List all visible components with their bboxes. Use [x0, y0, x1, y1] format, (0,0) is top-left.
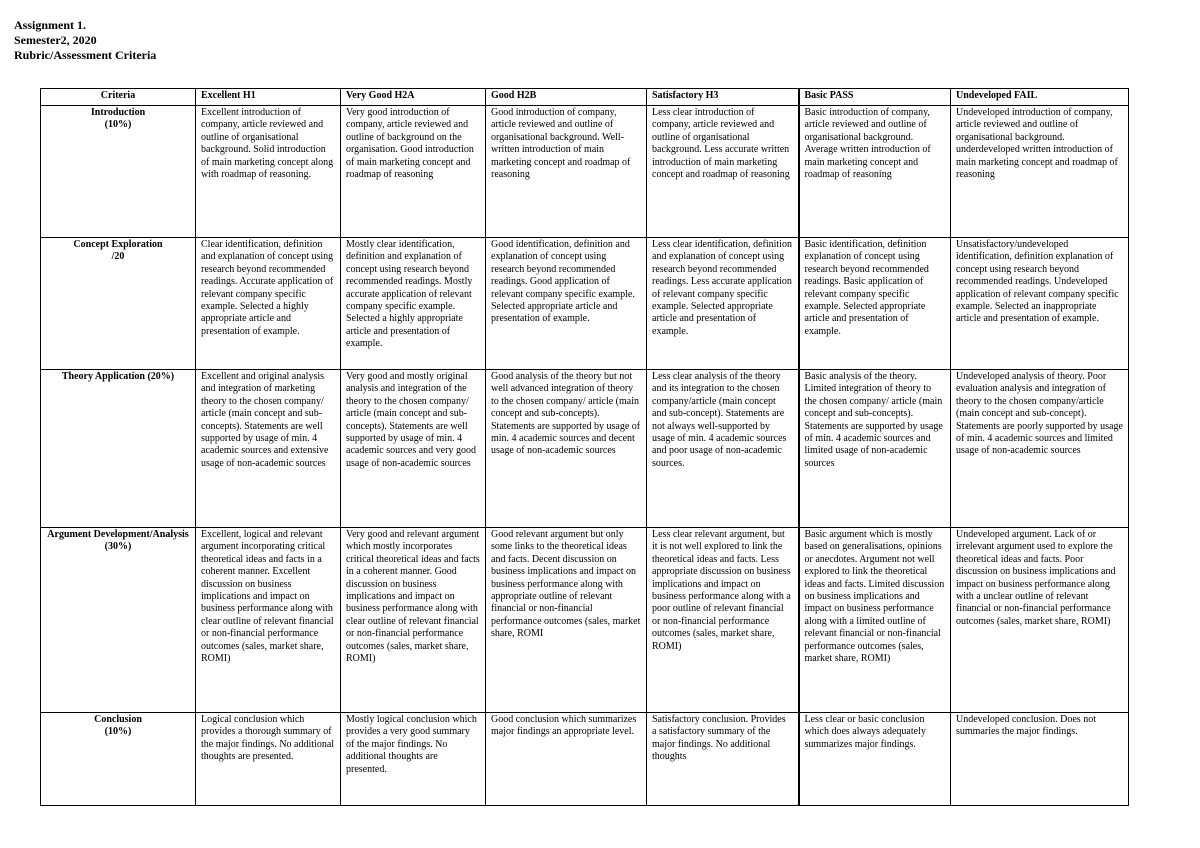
column-header-excellent: Excellent H1 [196, 89, 341, 106]
criterion-label: Conclusion [94, 714, 142, 725]
column-header-basic-pass: Basic PASS [799, 89, 951, 106]
criterion-cell [41, 106, 196, 238]
rubric-cell: Very good and relevant argument which mostly incorporates critical theoretical ideas and facts in a coherent manner. Good discussion on business implications and impact on business performance along with clear outline of relevant financial or non-financial performance outcomes (sales, market share, ROMI) [341, 528, 486, 713]
table-row [41, 106, 1129, 238]
rubric-table [40, 88, 1129, 806]
rubric-cell: Clear identification, definition and explanation of concept using research beyond recommended readings. Accurate application of relevant company specific example. Selected a highly appropriate article and presentation of example. [196, 238, 341, 370]
criterion-cell [41, 238, 196, 370]
criterion-label: Introduction [90, 107, 146, 118]
rubric-cell: Undeveloped introduction of company, article reviewed and outline of organisational background. underdeveloped written introduction of main marketing concept and roadmap of reasoning [951, 106, 1129, 238]
column-header-undeveloped-fail: Undeveloped FAIL [951, 89, 1129, 106]
rubric-cell: Good introduction of company, article reviewed and outline of organisational background. Well-written introduction of main marketing concept and roadmap of reasoning [486, 106, 647, 238]
rubric-cell: Less clear introduction of company, article reviewed and outline of organisational background. Less accurate written introduction of main marketing concept and roadmap of reasoning [647, 106, 799, 238]
assignment-title: Assignment 1. [14, 18, 87, 32]
rubric-cell: Less clear analysis of the theory and its integration to the chosen company/article (main concept and sub-concept). Statements are not always well-supported by usage of min. 4 academic sources and poor usage of non-academic sources. [647, 370, 799, 528]
rubric-cell: Very good and mostly original analysis and integration of the theory to the chosen company/ article (main concept and sub-concepts). Statements are well supported by usage of min. 4 academic sources and very good usage of non-academic sources [341, 370, 486, 528]
rubric-cell: Undeveloped analysis of theory. Poor evaluation analysis and integration of theory to the chosen company/article (main concept and sub-concept). Statements are poorly supported by usage of min. 4 academic sources and limited usage of non-academic sources [951, 370, 1129, 528]
criterion-label: Concept Exploration [73, 239, 163, 250]
rubric-cell: Excellent, logical and relevant argument incorporating critical theoretical ideas and facts in a coherent manner. Excellent discussion on business implications and impact on business performance along with clear outline of relevant financial or non-financial performance outcomes (sales, market share, ROMI) [196, 528, 341, 713]
criterion-cell [41, 713, 196, 806]
rubric-cell: Less clear relevant argument, but it is not well explored to link the theoretical ideas and facts. Less appropriate discussion on business implications and impact on business performance along with a poor outline of relevant financial or non-financial performance outcomes (sales, market share, ROMI) [647, 528, 799, 713]
rubric-cell: Logical conclusion which provides a thorough summary of the major findings. No additional thoughts are presented. [196, 713, 341, 806]
rubric-cell: Basic introduction of company, article reviewed and outline of organisational background. Average written introduction of main marketing concept and roadmap of reasoning [799, 106, 951, 238]
document-header [14, 18, 156, 63]
rubric-cell: Good conclusion which summarizes major findings an appropriate level. [486, 713, 647, 806]
rubric-cell: Mostly logical conclusion which provides a very good summary of the major findings. No additional thoughts are presented. [341, 713, 486, 806]
column-header-criteria: Criteria [41, 89, 196, 106]
table-row [41, 370, 1129, 528]
rubric-cell: Basic argument which is mostly based on generalisations, opinions or anecdotes. Argument not well explored to link the theoretical ideas and facts. Limited discussion on business implications and impact on business performance along with a limited outline of relevant financial or non-financial performance outcomes (sales, market share, ROMI) [799, 528, 951, 713]
rubric-cell: Basic identification, definition explanation of concept using research beyond recommended readings. Basic application of relevant company specific example. Selected appropriate article and presentation of example. [799, 238, 951, 370]
semester-label: Semester2, 2020 [14, 33, 97, 47]
rubric-cell: Less clear identification, definition and explanation of concept using research beyond recommended readings. Less accurate application of relevant company specific example. Selected appropriate article and presentation of example. [647, 238, 799, 370]
rubric-title: Rubric/Assessment Criteria [14, 48, 157, 62]
rubric-cell: Undeveloped argument. Lack of or irrelevant argument used to explore the theoretical ideas and facts. Poor discussion on business implications and impact on business performance along with a unclear outline of relevant financial or non-financial performance outcomes (sales, market share, ROMI) [951, 528, 1129, 713]
criterion-cell [41, 528, 196, 713]
criterion-weight: (10%) [104, 726, 132, 738]
criterion-cell [41, 370, 196, 528]
rubric-cell: Less clear or basic conclusion which does always adequately summarizes major findings. [799, 713, 951, 806]
table-row [41, 528, 1129, 713]
rubric-cell: Unsatisfactory/undeveloped identification, definition explanation of concept using research beyond recommended readings. Undeveloped application of relevant company specific example. Selected an inappropriate article and presentation of example. [951, 238, 1129, 370]
rubric-cell: Good analysis of the theory but not well advanced integration of theory to the chosen company/ article (main concept and sub-concepts). Statements are supported by usage of min. 4 academic sources and decent usage of non-academic sources [486, 370, 647, 528]
rubric-cell: Very good introduction of company, article reviewed and outline of background on the organisation. Good introduction of main marketing concept and roadmap of reasoning [341, 106, 486, 238]
table-row [41, 238, 1129, 370]
table-header-row [41, 89, 1129, 106]
rubric-cell: Excellent introduction of company, article reviewed and outline of organisational background. Solid introduction of main marketing concept along with roadmap of reasoning. [196, 106, 341, 238]
criterion-label: Theory Application (20%) [61, 371, 175, 382]
rubric-cell: Excellent and original analysis and integration of marketing theory to the chosen company/ article (main concept and sub-concepts). Statements are well supported by usage of min. 4 academic sources and extensive usage of non-academic sources [196, 370, 341, 528]
criterion-label: Argument Development/Analysis [47, 529, 189, 540]
criterion-weight: /20 [111, 251, 125, 263]
criterion-weight: (30%) [104, 541, 132, 553]
criterion-weight: (10%) [104, 119, 132, 131]
rubric-cell: Mostly clear identification, definition and explanation of concept using research beyond recommended readings. Mostly accurate application of relevant company specific example. Selected a highly appropriate article and presentation of example. [341, 238, 486, 370]
column-header-very-good: Very Good H2A [341, 89, 486, 106]
table-row [41, 713, 1129, 806]
rubric-cell: Satisfactory conclusion. Provides a satisfactory summary of the major findings. No additional thoughts [647, 713, 799, 806]
rubric-cell: Basic analysis of the theory. Limited integration of theory to the chosen company/ article (main concept and sub-concepts). Statements are supported by usage of min. 4 academic sources and limited usage of non-academic sources [799, 370, 951, 528]
column-header-good: Good H2B [486, 89, 647, 106]
rubric-cell: Good identification, definition and explanation of concept using research beyond recommended readings. Good application of relevant company specific example. Selected appropriate article and presentation of example. [486, 238, 647, 370]
rubric-cell: Good relevant argument but only some links to the theoretical ideas and facts. Decent discussion on business implications and impact on business performance along with appropriate outline of relevant financial or non-financial performance outcomes (sales, market share, ROMI [486, 528, 647, 713]
column-header-satisfactory: Satisfactory H3 [647, 89, 799, 106]
rubric-cell: Undeveloped conclusion. Does not summaries the major findings. [951, 713, 1129, 806]
